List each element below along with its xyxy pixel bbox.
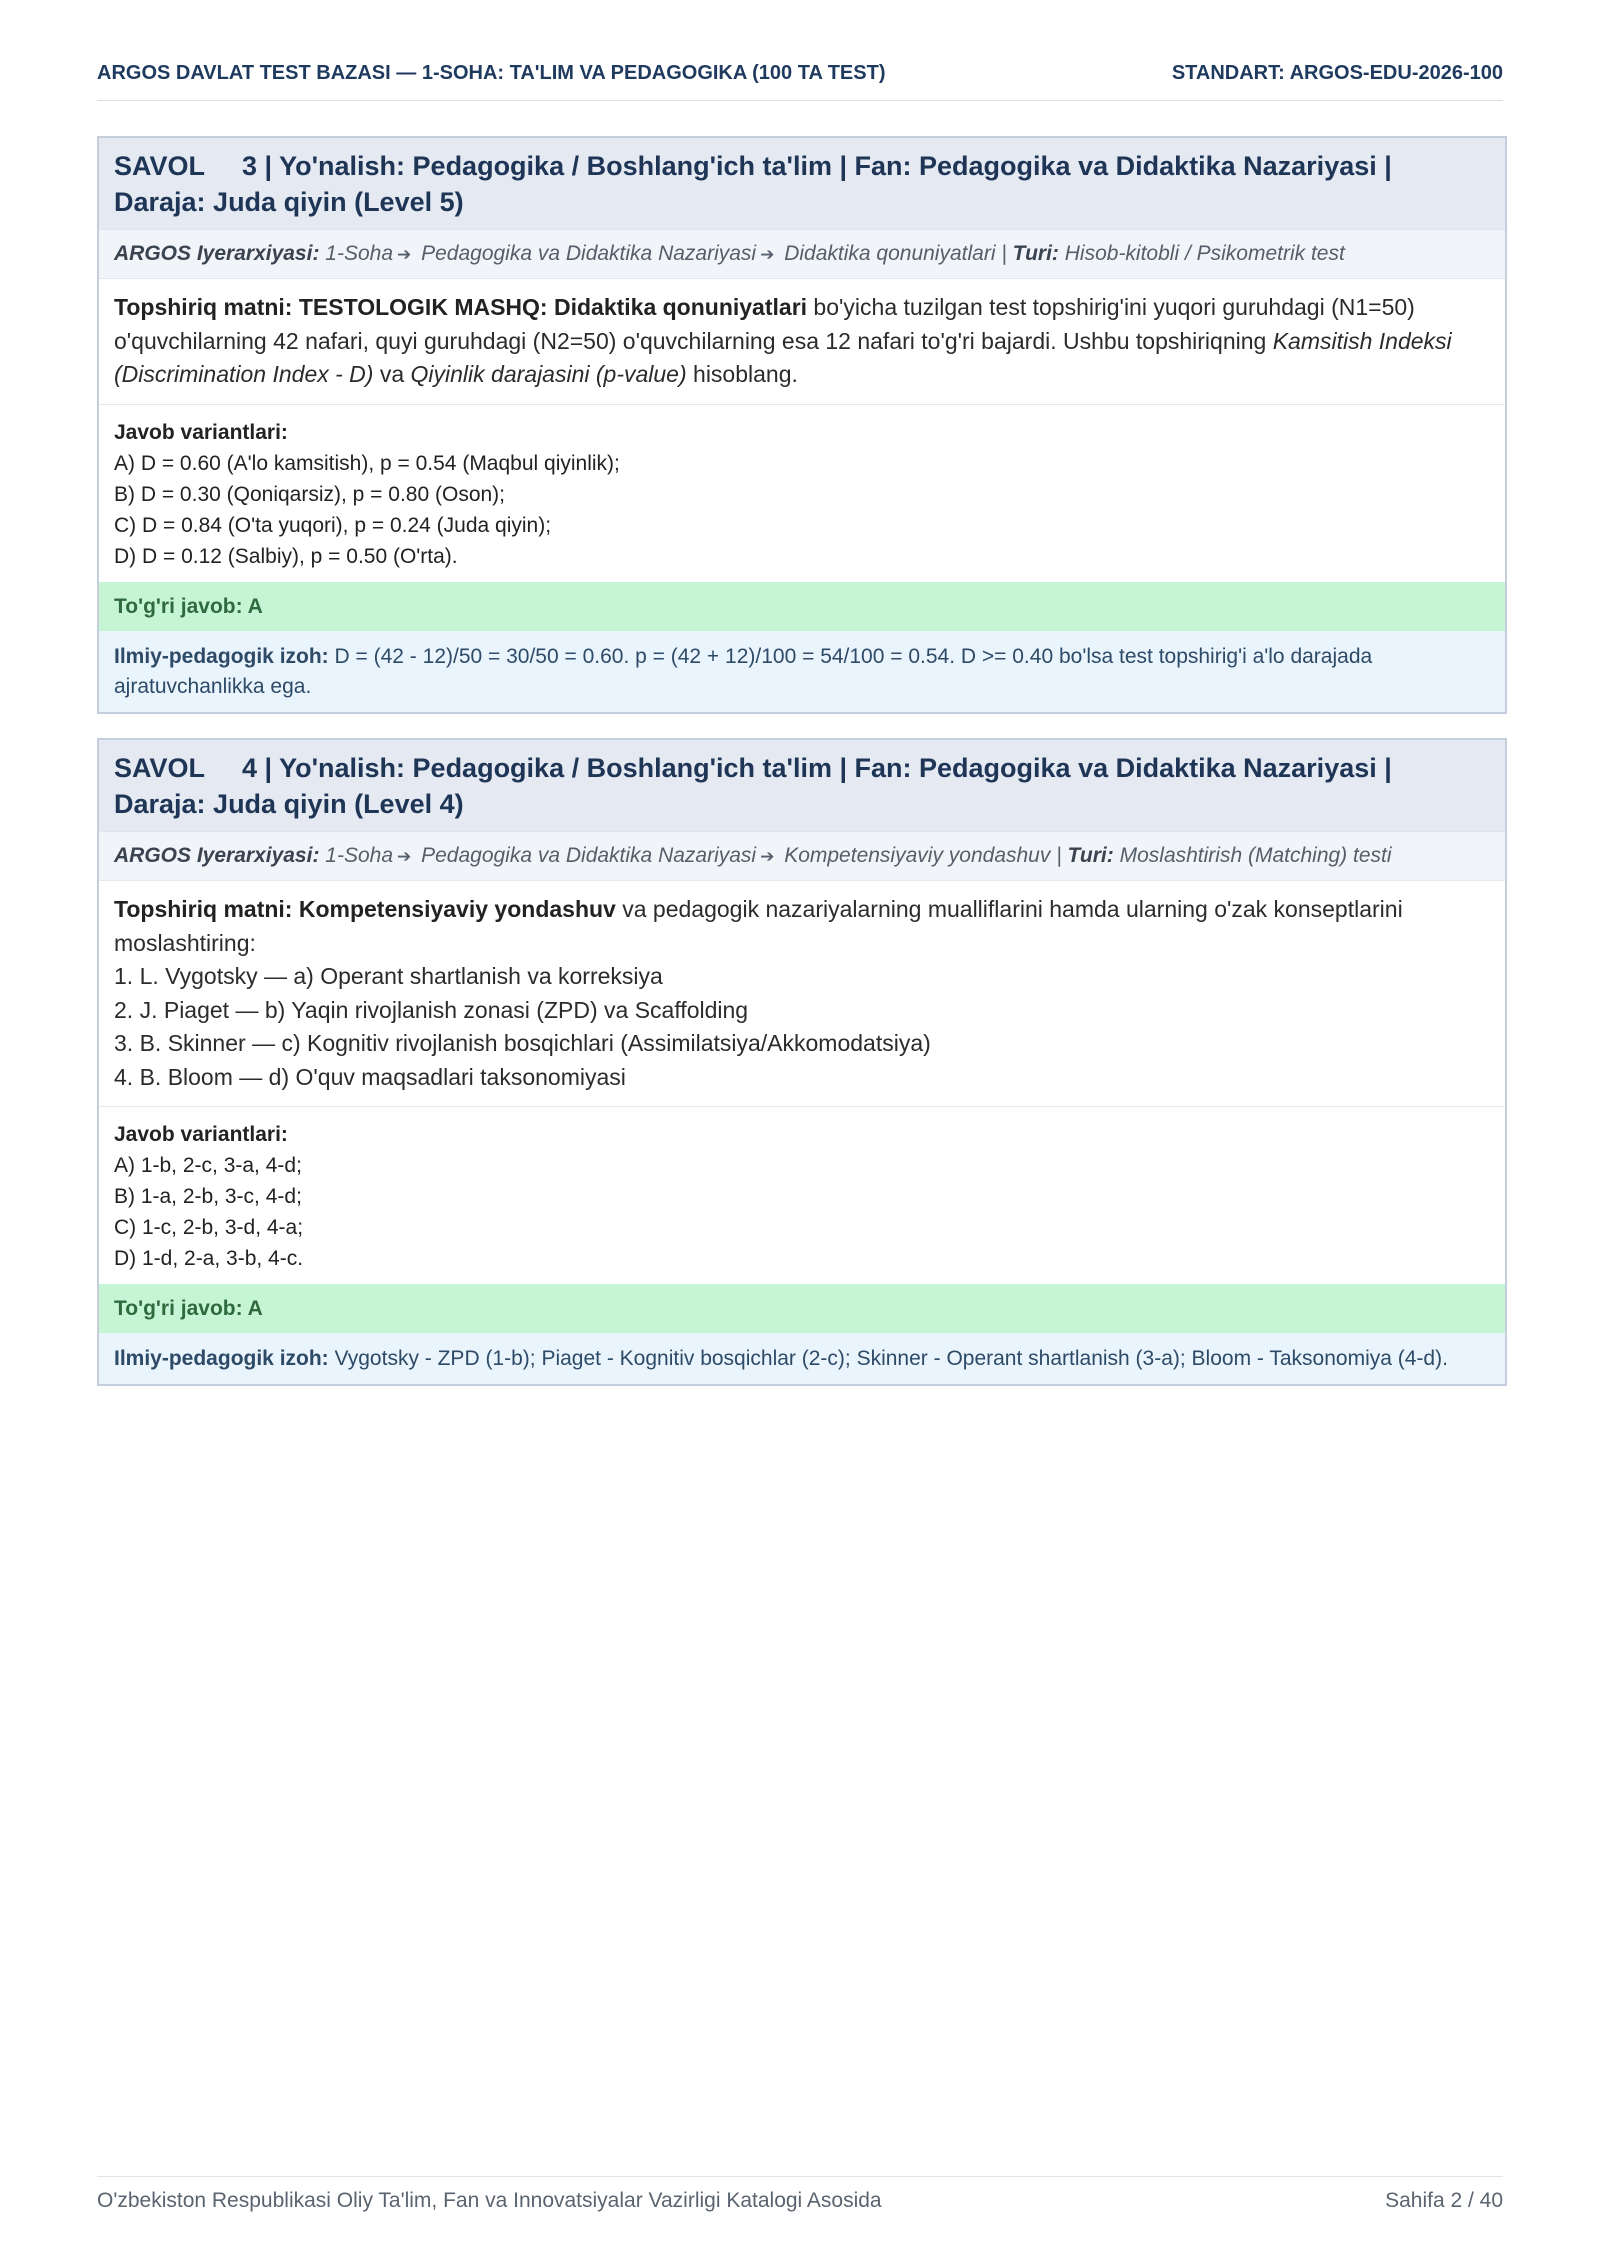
hierarchy-level-2: Pedagogika va Didaktika Nazariyasi xyxy=(421,844,757,867)
explanation-text: D = (42 - 12)/50 = 30/50 = 0.60. p = (42 + 12)/100 = 54/100 = 0.54. D >= 0.40 bo'lsa test topshirig'i a'lo darajada ajratuvchanlikka ega. xyxy=(114,644,1373,698)
type-value: Hisob-kitobli / Psikometrik test xyxy=(1064,242,1345,265)
option-b: B) 1-a, 2-b, 3-c, 4-d; xyxy=(114,1185,302,1208)
option-d: D) 1-d, 2-a, 3-b, 4-c. xyxy=(114,1247,304,1270)
arrow-right-icon: ➔ xyxy=(397,245,412,264)
header-standard: STANDART: ARGOS-EDU-2026-100 xyxy=(1171,62,1503,84)
task-label: Topshiriq matni: xyxy=(114,294,293,320)
explanation xyxy=(99,1333,1505,1384)
task-intro: TESTOLOGIK MASHQ: Didaktika qonuniyatlari xyxy=(298,294,808,320)
task-term: Kamsitish Indeksi (Discrimination Index - D) xyxy=(114,327,1452,387)
hierarchy-label: ARGOS Iyerarxiyasi: xyxy=(114,844,320,867)
options-label: Javob variantlari: xyxy=(114,420,288,444)
question-hierarchy xyxy=(99,831,1505,880)
type-label: Turi: xyxy=(1012,242,1059,265)
explanation-label: Ilmiy-pedagogik izoh: xyxy=(114,644,329,668)
task-intro: Kompetensiyaviy yondashuv xyxy=(298,896,616,922)
explanation xyxy=(99,631,1505,712)
option-a: A) 1-b, 2-c, 3-a, 4-d; xyxy=(114,1154,302,1177)
question-task xyxy=(99,278,1505,404)
matching-item: 1. L. Vygotsky — a) Operant shartlanish va korreksiya xyxy=(114,963,663,989)
task-text: va pedagogik nazariyalarning mualliflarini hamda ularning o'zak konseptlarini moslashtiring: xyxy=(114,896,1403,956)
task-term: Qiyinlik darajasini (p-value) xyxy=(410,361,687,387)
option-b: B) D = 0.30 (Qoniqarsiz), p = 0.80 (Oson); xyxy=(114,482,506,506)
task-text: hisoblang. xyxy=(686,361,798,387)
correct-answer: To'g'ri javob: A xyxy=(99,1284,1505,1333)
question-title: SAVOL 4 | Yo'nalish: Pedagogika / Boshlang'ich ta'lim | Fan: Pedagogika va Didaktika Nazariyasi | Daraja: Juda qiyin (Level 4) xyxy=(99,740,1505,831)
explanation-text: Vygotsky - ZPD (1-b); Piaget - Kognitiv bosqichlar (2-c); Skinner - Operant shartlanish (3-a); Bloom - Taksonomiya (4-d). xyxy=(328,1347,1448,1370)
answer-options xyxy=(99,1106,1505,1284)
option-d: D) D = 0.12 (Salbiy), p = 0.50 (O'rta). xyxy=(114,544,458,568)
question-card xyxy=(97,136,1507,714)
matching-item: 2. J. Piaget — b) Yaqin rivojlanish zonasi (ZPD) va Scaffolding xyxy=(114,996,749,1023)
option-c: C) 1-c, 2-b, 3-d, 4-a; xyxy=(114,1216,304,1239)
hierarchy-level-1: 1-Soha xyxy=(325,844,393,867)
matching-item: 4. B. Bloom — d) O'quv maqsadlari taksonomiyasi xyxy=(114,1063,626,1090)
hierarchy-label: ARGOS Iyerarxiyasi: xyxy=(114,242,320,265)
arrow-right-icon: ➔ xyxy=(760,245,775,264)
question-title: SAVOL 3 | Yo'nalish: Pedagogika / Boshlang'ich ta'lim | Fan: Pedagogika va Didaktika Nazariyasi | Daraja: Juda qiyin (Level 5) xyxy=(99,138,1505,229)
type-label: Turi: xyxy=(1067,844,1114,867)
answer-options xyxy=(99,404,1505,582)
hierarchy-separator: | xyxy=(995,242,1013,265)
page-footer xyxy=(97,2176,1503,2213)
explanation-label: Ilmiy-pedagogik izoh: xyxy=(114,1347,329,1370)
options-label: Javob variantlari: xyxy=(114,1123,288,1146)
hierarchy-level-1: 1-Soha xyxy=(325,242,393,265)
matching-item: 3. B. Skinner — c) Kognitiv rivojlanish bosqichlari (Assimilatsiya/Akkomodatsiya) xyxy=(114,1030,931,1056)
arrow-right-icon: ➔ xyxy=(760,847,775,866)
hierarchy-level-3: Kompetensiyaviy yondashuv xyxy=(784,844,1051,867)
option-c: C) D = 0.84 (O'ta yuqori), p = 0.24 (Juda qiyin); xyxy=(114,513,552,537)
task-label: Topshiriq matni: xyxy=(114,896,293,922)
header-title: ARGOS DAVLAT TEST BAZASI — 1-SOHA: TA'LIM VA PEDAGOGIKA (100 TA TEST) xyxy=(97,62,886,84)
correct-answer: To'g'ri javob: A xyxy=(99,582,1505,631)
question-card xyxy=(97,738,1507,1386)
type-value: Moslashtirish (Matching) testi xyxy=(1119,844,1392,867)
hierarchy-level-3: Didaktika qonuniyatlari xyxy=(784,242,996,265)
page-header xyxy=(97,62,1503,101)
page-number: Sahifa 2 / 40 xyxy=(1385,2189,1503,2212)
hierarchy-level-2: Pedagogika va Didaktika Nazariyasi xyxy=(421,242,757,265)
footer-source: O'zbekiston Respublikasi Oliy Ta'lim, Fan va Innovatsiyalar Vazirligi Katalogi Asosida xyxy=(97,2189,882,2212)
hierarchy-separator: | xyxy=(1050,844,1068,867)
question-task xyxy=(99,880,1505,1106)
option-a: A) D = 0.60 (A'lo kamsitish), p = 0.54 (Maqbul qiyinlik); xyxy=(114,451,620,475)
task-text: va xyxy=(373,361,411,387)
arrow-right-icon: ➔ xyxy=(397,847,412,866)
question-hierarchy xyxy=(99,229,1505,278)
task-text: bo'yicha tuzilgan test topshirig'ini yuqori guruhdagi (N1=50) o'quvchilarning 42 nafari, quyi guruhdagi (N2=50) o'quvchilarning esa 12 nafari to'g'ri bajardi. Ushbu topshiriqning xyxy=(114,294,1415,354)
